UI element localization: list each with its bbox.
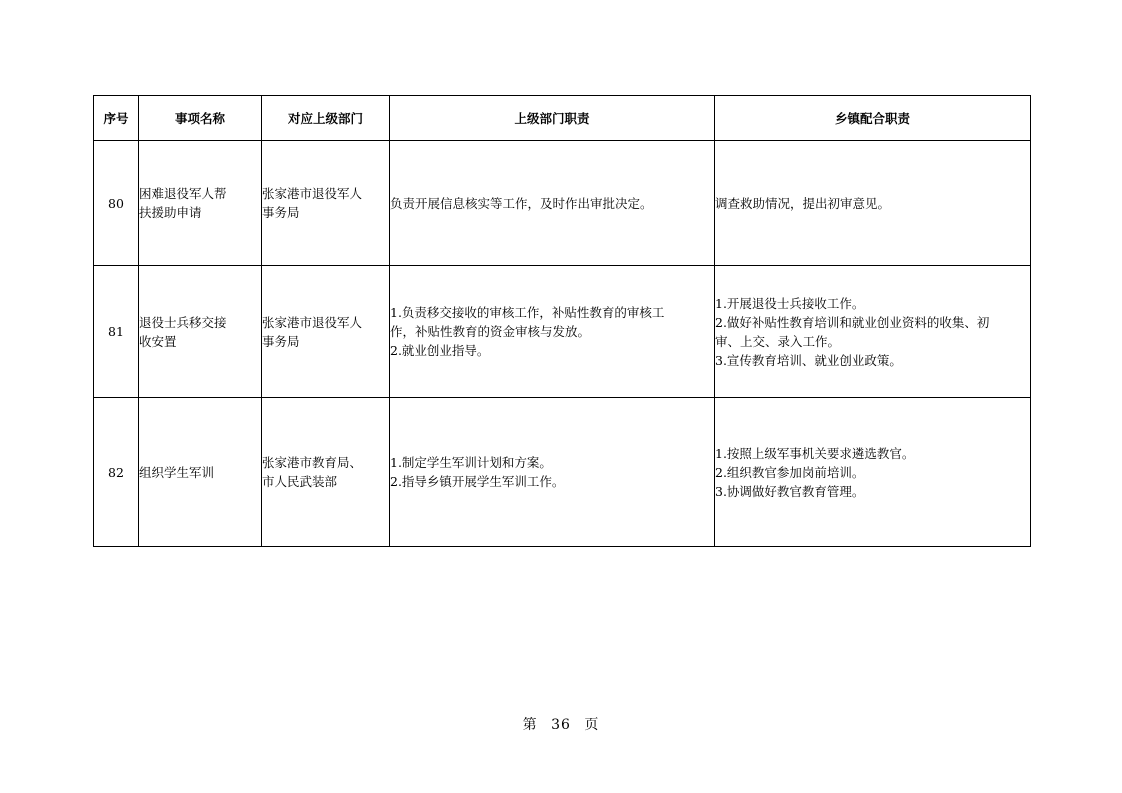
superior-duty-line: 2.指导乡镇开展学生军训工作。 xyxy=(390,474,565,489)
row-town-duty xyxy=(715,266,1031,398)
row-superior-duty xyxy=(390,266,715,398)
row-superior-dept xyxy=(262,141,390,266)
row-item-name xyxy=(139,266,262,398)
page-suffix: 页 xyxy=(584,717,600,733)
row-town-duty xyxy=(715,398,1031,547)
header-superior-duty: 上级部门职责 xyxy=(390,96,715,141)
superior-duty-line: 1.制定学生军训计划和方案。 xyxy=(390,455,552,470)
row-index: 81 xyxy=(94,266,139,398)
row-superior-duty xyxy=(390,398,715,547)
superior-dept-line: 张家港市教育局、 xyxy=(262,455,363,470)
town-duty-line: 3.协调做好教官教育管理。 xyxy=(715,483,865,499)
item-name-line: 收安置 xyxy=(139,333,177,349)
town-duty-line: 1.按照上级军事机关要求遴选教官。 xyxy=(715,445,915,461)
table-row xyxy=(94,398,1031,547)
item-name-line: 退役士兵移交接 xyxy=(139,314,227,330)
superior-duty-line: 1.负责移交接收的审核工作，补贴性教育的审核工 xyxy=(390,305,665,320)
table-row xyxy=(94,266,1031,398)
town-duty-line: 调查救助情况，提出初审意见。 xyxy=(715,195,891,211)
header-item-name: 事项名称 xyxy=(139,96,262,141)
superior-dept-line: 事务局 xyxy=(262,205,300,220)
row-superior-dept xyxy=(262,398,390,547)
row-superior-dept xyxy=(262,266,390,398)
row-superior-duty xyxy=(390,141,715,266)
superior-duty-line: 2.就业创业指导。 xyxy=(390,343,490,358)
row-town-duty xyxy=(715,141,1031,266)
town-duty-line: 3.宣传教育培训、就业创业政策。 xyxy=(715,352,902,368)
item-name-line: 组织学生军训 xyxy=(139,464,215,480)
row-item-name xyxy=(139,398,262,547)
table-header-row xyxy=(94,96,1031,141)
row-item-name xyxy=(139,141,262,266)
table-row xyxy=(94,141,1031,266)
page-number: 36 xyxy=(551,717,571,733)
header-town-duty: 乡镇配合职责 xyxy=(715,96,1031,141)
header-superior-dept: 对应上级部门 xyxy=(262,96,390,141)
row-index: 80 xyxy=(94,141,139,266)
page-footer xyxy=(0,714,1122,734)
superior-dept-line: 事务局 xyxy=(262,333,300,349)
town-duty-line: 2.组织教官参加岗前培训。 xyxy=(715,464,865,480)
town-duty-line: 1.开展退役士兵接收工作。 xyxy=(715,295,865,311)
item-name-line: 困难退役军人帮 xyxy=(139,186,227,201)
superior-dept-line: 张家港市退役军人 xyxy=(262,314,363,330)
item-name-line: 扶援助申请 xyxy=(139,205,202,220)
superior-duty-line: 负责开展信息核实等工作，及时作出审批决定。 xyxy=(390,195,653,211)
duty-table xyxy=(93,95,1031,547)
row-index: 82 xyxy=(94,398,139,547)
town-duty-line: 2.做好补贴性教育培训和就业创业资料的收集、初 xyxy=(715,314,990,330)
header-index: 序号 xyxy=(94,96,139,141)
superior-dept-line: 张家港市退役军人 xyxy=(262,186,363,201)
superior-dept-line: 市人民武装部 xyxy=(262,474,338,489)
page-prefix: 第 xyxy=(522,717,538,733)
town-duty-line: 审、上交、录入工作。 xyxy=(715,333,841,349)
superior-duty-line: 作，补贴性教育的资金审核与发放。 xyxy=(390,324,591,339)
